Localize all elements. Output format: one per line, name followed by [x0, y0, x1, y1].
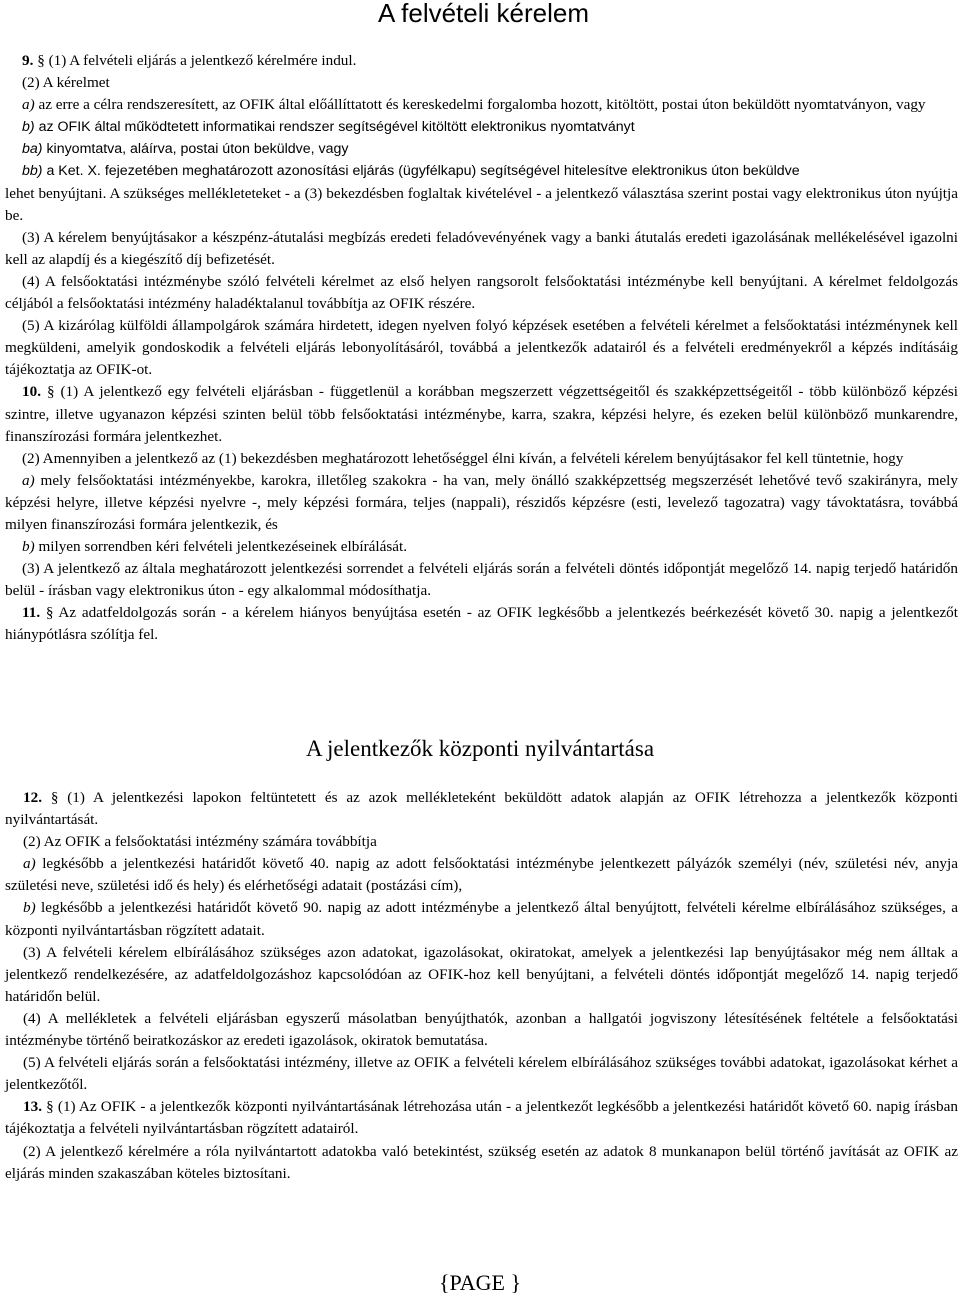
s10-par2: (2) Amennyiben a jelentkező az (1) bekezdésben meghatározott lehetőséggel élni kíván, a felvételi kérelem benyújtásakor fel kell tüntetnie, hogy: [22, 449, 904, 467]
s12-point-a-text: legkésőbb a jelentkezési határidőt követő 40. napig az adott felsőoktatási intézménybe jelentkezett pályázók személyi (név, születési név, anyja születési neve, születési idő és hely) és elérhetőségi adatait (postázási cím),: [5, 855, 958, 895]
page-number-field: {PAGE }: [438, 1270, 522, 1295]
s9-point-a-text: az erre a célra rendszeresített, az OFIK által előállíttatott és kereskedelmi forgalomba hozott, kitöltött, postai úton beküldött nyomtatványon, vagy: [34, 96, 926, 114]
s9-par3: (3) A kérelem benyújtásakor a készpénz-átutalási megbízás eredeti feladóvevényének vagy a banki átutalás eredeti igazolásának mellékelésével igazolni kell az alapdíj és a kiegészítő díj befizetését.: [5, 228, 958, 268]
s9-par5: (5) A kizárólag külföldi állampolgárok számára hirdetett, idegen nyelven folyó képzések esetében a felvételi kérelmet a felsőoktatási intézménynek kell megküldeni, amelyik gondoskodik a felvételi eljárás lebonyolításáról, továbbá a jelentkezők adatairól és a felvételi eredményekről a képzés indításáig tájékoztatja az OFIK-ot.: [5, 317, 958, 379]
s10-par1: [5, 381, 958, 447]
s9-par4: (4) A felsőoktatási intézménybe szóló felvételi kérelmet az első helyen rangsorolt felsőoktatási intézménybe kell benyújtani. A kérelmet feldolgozás céljából a felsőoktatási intézmény haladéktalanul továbbítja az OFIK részére.: [5, 272, 958, 313]
s9-par1: [5, 50, 958, 72]
s10-point-a-text: mely felsőoktatási intézményekbe, karokra, illetőleg szakokra - ha van, mely önálló szakképzettség megszerzését lehetővé tevő szakirányra, mely képzési helyre, illetve képzési nyelvre -, mely képzési formára, teljes (nappali), részidős képzésre (esti, levelező tagozatra) vagy távoktatásra, továbbá milyen finanszírozási formára jelentkezik, és: [5, 471, 958, 533]
s12-point-b-mark: b): [23, 899, 36, 917]
s12-point-b-text: legkésőbb a jelentkezési határidőt követő 90. napig az adott intézménybe a jelentkező által benyújtott, felvételi kérelme elbírálásához szükséges, a központi nyilvántartásban rögzített adatait.: [5, 899, 958, 939]
s12-point-a: [5, 853, 958, 897]
s9-point-bb: [5, 160, 958, 182]
s9-par2-continued: lehet benyújtani. A szükséges mellékleteteket - a (3) bekezdésben foglaltak kivételével - a jelentkező választása szerint postai vagy elektronikus úton nyújtja be.: [5, 184, 958, 224]
s10-point-b-mark: b): [22, 538, 35, 556]
s9-point-a-mark: a): [22, 96, 35, 114]
s13-number: 13.: [23, 1098, 42, 1116]
s9-par1-text: § (1) A felvételi eljárás a jelentkező kérelmére indul.: [37, 52, 357, 69]
s9-point-a: [5, 94, 958, 116]
s10-par1-text: § (1) A jelentkező egy felvételi eljárásban - függetlenül a korábban megszerzett végzettségeitől és szakképzettségeitől - több különböző képzési szintre, illetve ugyanazon képzési szinten belül több felsőoktatási intézménybe, karra, szakra, képzési helyre, és ezeken belül különböző munkarendre, finanszírozási formára jelentkezhet.: [5, 383, 958, 445]
s10-number: 10.: [22, 383, 41, 401]
s10-par3: (3) A jelentkező az általa meghatározott jelentkezési sorrendet a felvételi eljárás során a felvételi döntés időpontját megelőző 14. napig terjedő határidőn belül - írásban vagy elektronikus úton - egy alkalommal módosíthatja.: [5, 560, 958, 600]
s9-par2: (2) A kérelmet: [22, 74, 110, 92]
s9-point-bb-text: a Ket. X. fejezetében meghatározott azonosítási eljárás (ügyfélkapu) segítségével hitelesítve elektronikus úton beküldve: [42, 163, 800, 180]
s13-par1-text: § (1) Az OFIK - a jelentkezők központi nyilvántartásának létrehozása után - a jelentkezőt legkésőbb a jelentkezési határidőt követő 60. napig írásban tájékoztatja a felvételi nyilvántartásban rögzített adatairól.: [5, 1098, 958, 1138]
s9-point-b: [5, 116, 958, 138]
s12-point-a-mark: a): [23, 855, 36, 873]
s12-par5: (5) A felvételi eljárás során a felsőoktatási intézmény, illetve az OFIK a felvételi kérelem elbírálásához szükséges további adatokat, igazolásokat kérhet a jelentkezőtől.: [5, 1054, 958, 1094]
s10-point-b: [5, 536, 958, 558]
s11-par1: [5, 602, 958, 646]
s9-point-bb-mark: bb): [22, 163, 43, 180]
s9-number: 9.: [22, 52, 34, 69]
section-title: A jelentkezők központi nyilvántartása: [305, 736, 655, 761]
s11-number: 11.: [22, 604, 41, 622]
s12-par4: (4) A mellékletek a felvételi eljárásban egyszerű másolatban benyújthatók, azonban a hallgatói jogviszony létesítésének feltétele a felsőoktatási intézménybe történő beiratkozáskor az eredeti igazolások, okiratok bemutatása.: [5, 1009, 958, 1050]
s12-par1-text: § (1) A jelentkezési lapokon feltüntetett és az azok mellékleteként beküldött adatok alapján az OFIK létrehozza a jelentkezők központi nyilvántartását.: [5, 789, 958, 829]
s9-point-b-mark: b): [22, 119, 35, 136]
s12-number: 12.: [23, 789, 42, 806]
s9-point-ba-text: kinyomtatva, aláírva, postai úton beküldve, vagy: [42, 141, 349, 158]
s12-par3: (3) A felvételi kérelem elbírálásához szükséges azon adatokat, igazolásokat, okiratokat, amelyek a jelentkezési lap benyújtásakor még nem álltak a jelentkező rendelkezésére, az adatfeldolgozáshoz kapcsolódóan az OFIK-hoz kell benyújtani, a felvételi döntés időpontját megelőző 14. napig terjedő határidőn belül.: [5, 943, 958, 1005]
s10-point-b-text: milyen sorrendben kéri felvételi jelentkezéseinek elbírálását.: [34, 538, 408, 556]
s13-par1: [5, 1096, 958, 1140]
s11-par1-text: § Az adatfeldolgozás során - a kérelem hiányos benyújtása esetén - az OFIK legkésőbb a jelentkezés beérkezését követő 30. napig a jelentkezőt hiánypótlásra szólítja fel.: [5, 604, 958, 644]
s12-par2: (2) Az OFIK a felsőoktatási intézmény számára továbbítja: [23, 833, 377, 851]
s10-point-a: [5, 470, 958, 536]
s12-point-b: [5, 897, 958, 941]
s13-par2: (2) A jelentkező kérelmére a róla nyilvántartott adatokba való betekintést, szükség esetén az adatok 8 munkanapon belül történő javítását az OFIK az eljárás minden szakaszában köteles biztosítani.: [5, 1142, 958, 1182]
s9-point-ba: [5, 138, 958, 160]
s9-point-ba-mark: ba): [22, 141, 43, 158]
page-title: A felvételi kérelem: [378, 0, 589, 28]
section-9-block: [5, 50, 958, 647]
s10-point-a-mark: a): [22, 471, 35, 489]
s9-point-b-text: az OFIK által működtetett informatikai rendszer segítségével kitöltött elektronikus nyomtatványt: [34, 119, 635, 136]
section-12-block: [5, 787, 958, 1185]
s12-par1: [5, 787, 958, 831]
